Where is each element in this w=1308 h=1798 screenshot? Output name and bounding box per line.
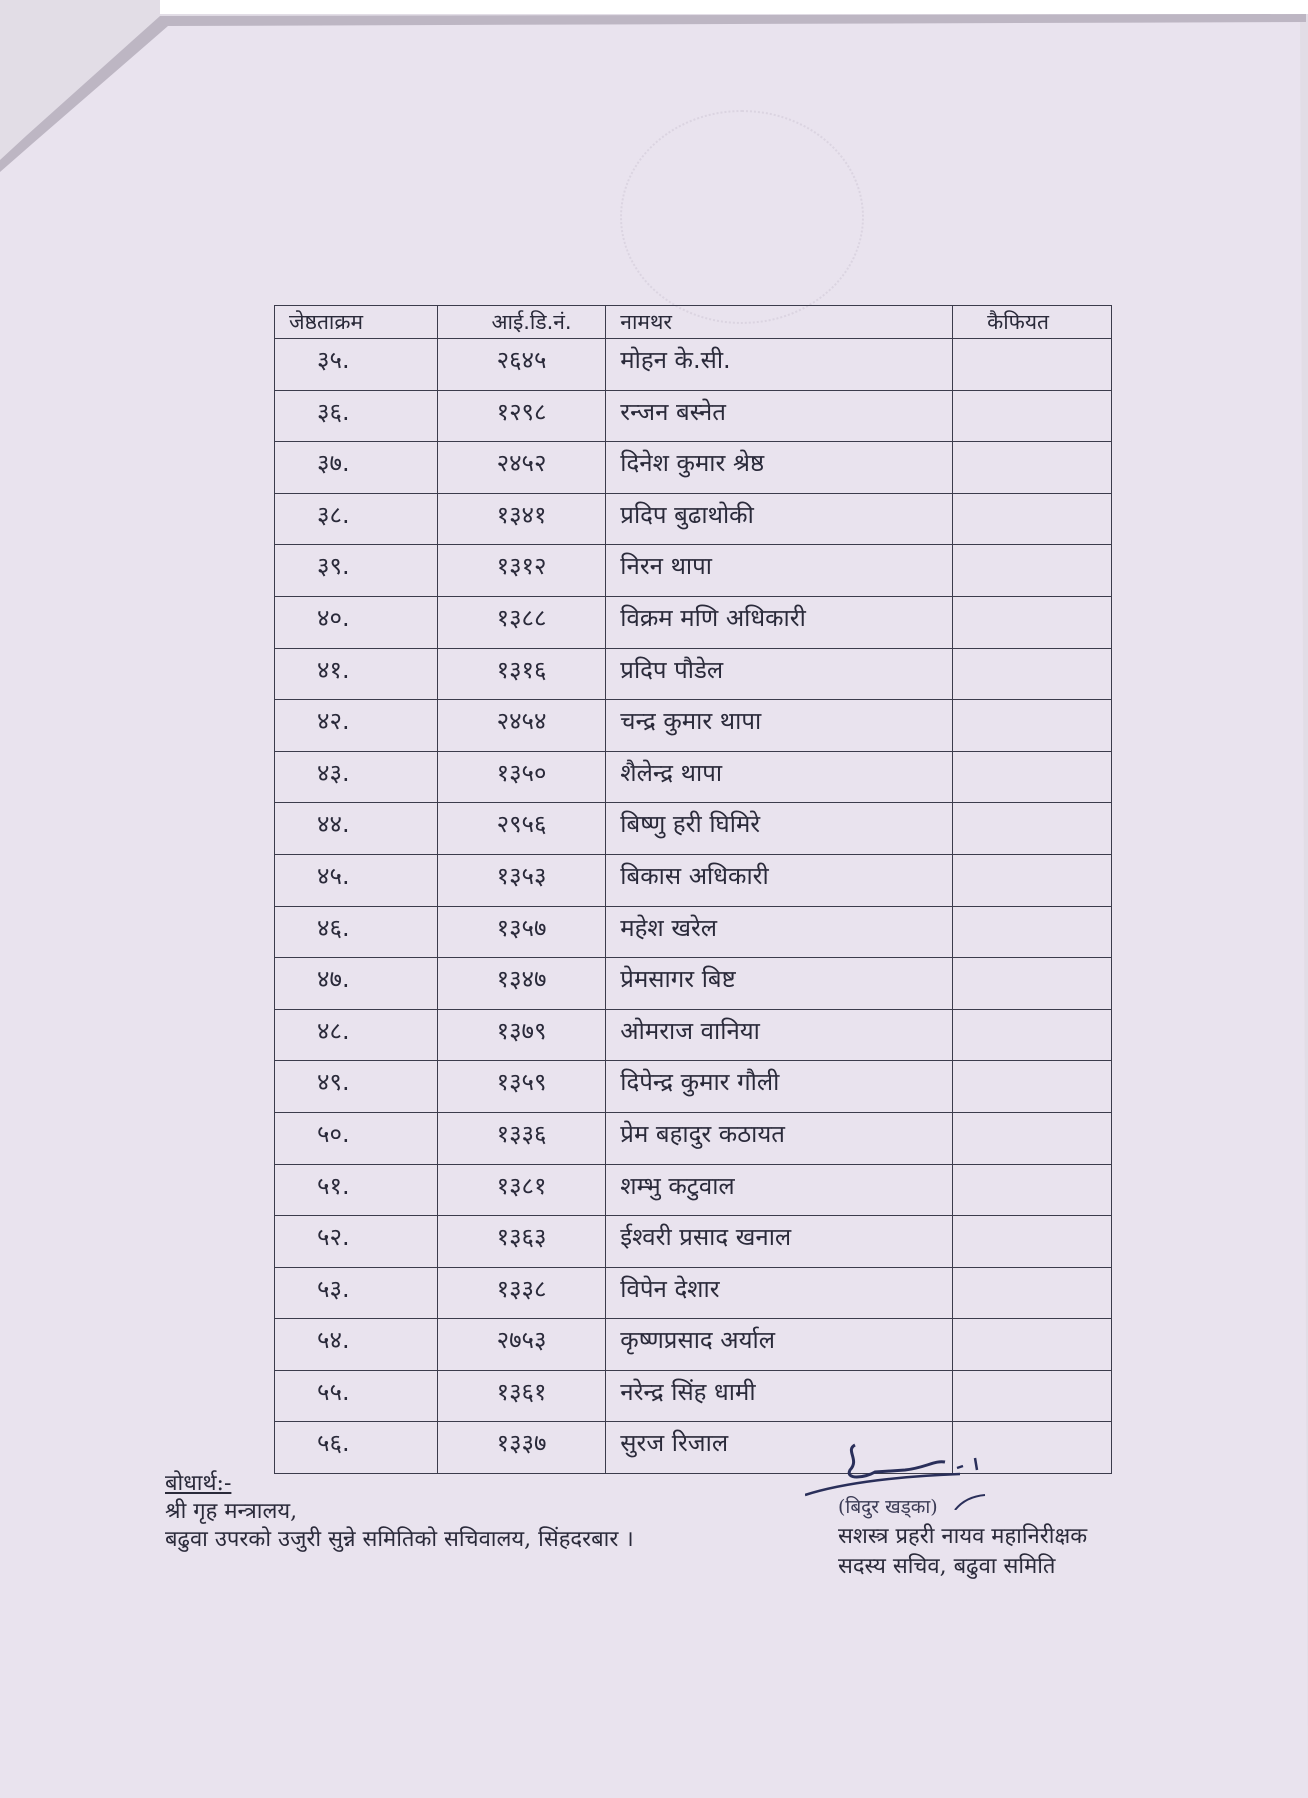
table-row	[275, 596, 1112, 648]
id-number-cell: १३८८	[437, 596, 605, 648]
rank-cell: ५३.	[275, 1267, 438, 1319]
id-number-cell: १३१६	[437, 648, 605, 700]
remarks-cell	[953, 545, 1112, 597]
remarks-cell	[953, 596, 1112, 648]
name-cell: शम्भु कटुवाल	[606, 1164, 953, 1216]
table-row	[275, 906, 1112, 958]
table-row	[275, 1112, 1112, 1164]
remarks-cell	[953, 442, 1112, 494]
rank-cell: ३६.	[275, 390, 438, 442]
name-cell: दिपेन्द्र कुमार गौली	[606, 1061, 953, 1113]
remarks-cell	[953, 390, 1112, 442]
rank-cell: ५२.	[275, 1216, 438, 1268]
name-cell: रन्जन बस्नेत	[606, 390, 953, 442]
table-row	[275, 1164, 1112, 1216]
header-remarks: कैफियत	[953, 306, 1112, 339]
name-cell: बिष्णु हरी घिमिरे	[606, 803, 953, 855]
name-cell: प्रेमसागर बिष्ट	[606, 958, 953, 1010]
id-number-cell: १३३७	[437, 1422, 605, 1474]
remarks-cell	[953, 339, 1112, 391]
id-number-cell: २७५३	[437, 1319, 605, 1371]
name-cell: चन्द्र कुमार थापा	[606, 700, 953, 752]
copy-recipient-ministry: श्री गृह मन्त्रालय,	[165, 1499, 298, 1524]
table-row	[275, 1216, 1112, 1268]
name-cell: प्रदिप बुढाथोकी	[606, 493, 953, 545]
name-cell: विक्रम मणि अधिकारी	[606, 596, 953, 648]
table-row	[275, 1267, 1112, 1319]
header-rank: जेष्ठताक्रम	[275, 306, 438, 339]
id-number-cell: १३४१	[437, 493, 605, 545]
rank-cell: ४२.	[275, 700, 438, 752]
id-number-cell: १३५७	[437, 906, 605, 958]
id-number-cell: १३६३	[437, 1216, 605, 1268]
id-number-cell: १३३८	[437, 1267, 605, 1319]
remarks-cell	[953, 906, 1112, 958]
table-row	[275, 803, 1112, 855]
table-row	[275, 1319, 1112, 1371]
id-number-cell: २६४५	[437, 339, 605, 391]
copy-to-section	[165, 1470, 634, 1554]
name-cell: प्रदिप पौडेल	[606, 648, 953, 700]
table-row	[275, 854, 1112, 906]
remarks-cell	[953, 1009, 1112, 1061]
id-number-cell: १३५०	[437, 751, 605, 803]
table-row	[275, 1370, 1112, 1422]
rank-cell: ४७.	[275, 958, 438, 1010]
id-number-cell: २९५६	[437, 803, 605, 855]
rank-cell: ४०.	[275, 596, 438, 648]
page-top-edge	[160, 0, 1308, 14]
copy-recipient-secretariat: बढुवा उपरको उजुरी सुन्ने समितिको सचिवालय, सिंहदरबार ।	[165, 1527, 634, 1552]
rank-cell: ५०.	[275, 1112, 438, 1164]
rank-cell: ३९.	[275, 545, 438, 597]
signatory-name: (बिदुर खड्का)	[838, 1496, 938, 1518]
id-number-cell: १३१२	[437, 545, 605, 597]
id-number-cell: १३५३	[437, 854, 605, 906]
table-row	[275, 493, 1112, 545]
id-number-cell: १३८१	[437, 1164, 605, 1216]
rank-cell: ५४.	[275, 1319, 438, 1371]
remarks-cell	[953, 1319, 1112, 1371]
name-cell: मोहन के.सी.	[606, 339, 953, 391]
table-row	[275, 648, 1112, 700]
signatory-role: सदस्य सचिव, बढुवा समिति	[838, 1554, 1056, 1579]
remarks-cell	[953, 493, 1112, 545]
remarks-cell	[953, 1370, 1112, 1422]
signatory-block	[838, 1492, 1087, 1582]
table-row	[275, 958, 1112, 1010]
name-cell: बिकास अधिकारी	[606, 854, 953, 906]
rank-cell: ४६.	[275, 906, 438, 958]
rank-cell: ३७.	[275, 442, 438, 494]
table-row	[275, 700, 1112, 752]
rank-cell: ४५.	[275, 854, 438, 906]
rank-cell: ३५.	[275, 339, 438, 391]
remarks-cell	[953, 1216, 1112, 1268]
table-row	[275, 1061, 1112, 1113]
remarks-cell	[953, 803, 1112, 855]
name-cell: सुरज रिजाल	[606, 1422, 953, 1474]
table-row	[275, 1009, 1112, 1061]
id-number-cell: १३४७	[437, 958, 605, 1010]
rank-cell: ५१.	[275, 1164, 438, 1216]
table-row	[275, 751, 1112, 803]
rank-cell: ४८.	[275, 1009, 438, 1061]
id-number-cell: २४५२	[437, 442, 605, 494]
id-number-cell: १३५९	[437, 1061, 605, 1113]
remarks-cell	[953, 1267, 1112, 1319]
id-number-cell: १२९८	[437, 390, 605, 442]
remarks-cell	[953, 1164, 1112, 1216]
remarks-cell	[953, 854, 1112, 906]
seniority-list-table	[274, 305, 1112, 1474]
table-row	[275, 339, 1112, 391]
rank-cell: ३८.	[275, 493, 438, 545]
remarks-cell	[953, 648, 1112, 700]
table-header-row	[275, 306, 1112, 339]
remarks-cell	[953, 958, 1112, 1010]
remarks-cell	[953, 751, 1112, 803]
table-row	[275, 390, 1112, 442]
name-cell: ईश्वरी प्रसाद खनाल	[606, 1216, 953, 1268]
name-cell: कृष्णप्रसाद अर्याल	[606, 1319, 953, 1371]
remarks-cell	[953, 700, 1112, 752]
name-cell: दिनेश कुमार श्रेष्ठ	[606, 442, 953, 494]
id-number-cell: १३७९	[437, 1009, 605, 1061]
id-number-cell: १३३६	[437, 1112, 605, 1164]
remarks-cell	[953, 1061, 1112, 1113]
name-cell: नरेन्द्र सिंह धामी	[606, 1370, 953, 1422]
header-id-number: आई.डि.नं.	[437, 306, 605, 339]
rank-cell: ४१.	[275, 648, 438, 700]
faded-stamp-mark	[620, 110, 864, 324]
table-row	[275, 442, 1112, 494]
id-number-cell: २४५४	[437, 700, 605, 752]
remarks-cell	[953, 1112, 1112, 1164]
header-name: नामथर	[606, 306, 953, 339]
rank-cell: ४३.	[275, 751, 438, 803]
copy-to-heading: बोधार्थ:-	[165, 1471, 232, 1496]
name-cell: महेश खरेल	[606, 906, 953, 958]
name-cell: निरन थापा	[606, 545, 953, 597]
rank-cell: ५५.	[275, 1370, 438, 1422]
name-cell: ओमराज वानिया	[606, 1009, 953, 1061]
rank-cell: ५६.	[275, 1422, 438, 1474]
signatory-title: सशस्त्र प्रहरी नायव महानिरीक्षक	[838, 1524, 1088, 1549]
name-cell: विपेन देशार	[606, 1267, 953, 1319]
name-cell: शैलेन्द्र थापा	[606, 751, 953, 803]
rank-cell: ४४.	[275, 803, 438, 855]
table-row	[275, 545, 1112, 597]
name-cell: प्रेम बहादुर कठायत	[606, 1112, 953, 1164]
rank-cell: ४९.	[275, 1061, 438, 1113]
id-number-cell: १३६१	[437, 1370, 605, 1422]
